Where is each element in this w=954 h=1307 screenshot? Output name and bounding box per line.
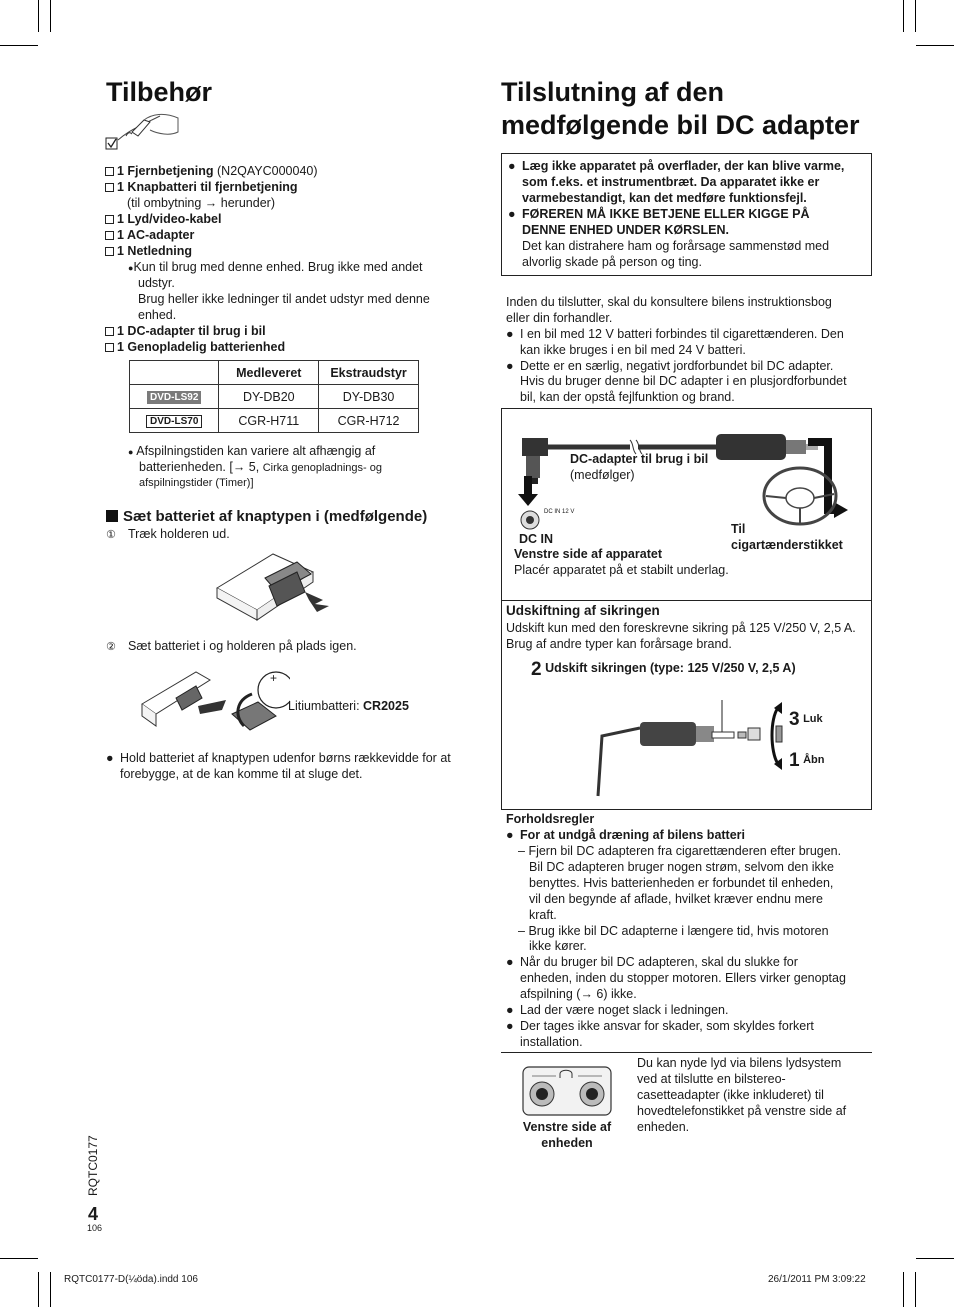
dc-adapter-connection-illustration [510, 420, 860, 540]
checkbox-icon [105, 327, 114, 336]
play-time-note: ● Afspilningstiden kan variere alt afhængig af [128, 444, 376, 458]
precaution-line: ● Lad der være noget slack i ledningen. [506, 1003, 729, 1017]
list-item-ac-adapter: 1 AC-adapter [105, 227, 194, 243]
caution-line: DENNE ENHED UNDER KØRSLEN. [522, 223, 729, 237]
audio-text: hovedtelefonstikket på venstre side af [637, 1104, 847, 1118]
intro-text: Hvis du bruger denne bil DC adapter i en plusjordforbundet [520, 374, 847, 388]
dc-in-label: DC IN [519, 532, 554, 546]
fuse-step-2: 2 Udskift sikringen (type: 125 V/250 V, 2,5 A) [531, 659, 796, 680]
crop-mark [38, 1272, 39, 1307]
precaution-line: – Brug ikke bil DC adapterne i længere tid, hvis motoren [518, 924, 829, 938]
dc-adapter-sublabel: (medfølger) [570, 468, 635, 482]
checklist-pen-icon [104, 110, 182, 152]
checkbox-icon [105, 343, 114, 352]
precaution-line: vil den begynde af aflade, hvilket kræver endnu mere [529, 892, 823, 906]
intro-text: ● Dette er en særlig, negativt jordforbundet bil DC adapter. [506, 359, 834, 373]
square-bullet-icon [106, 510, 118, 522]
intro-text: Inden du tilslutter, skal du konsultere bilens instruktionsbog [506, 295, 832, 309]
power-cord-note: udstyr. [138, 276, 175, 290]
precaution-line: ● Når du bruger bil DC adapteren, skal du slukke for [506, 955, 798, 969]
dc-adapter-label: DC-adapter til brug i bil [570, 452, 709, 466]
table-cell [130, 385, 219, 409]
cigar-lighter-label: Til [731, 522, 746, 536]
crop-mark [903, 1272, 904, 1307]
precaution-line: – Fjern bil DC adapteren fra cigarettænderen efter brugen. [518, 844, 842, 858]
crop-mark [915, 1272, 916, 1307]
audio-text: enheden. [637, 1120, 690, 1134]
fuse-step-3: 3 Luk [789, 709, 823, 730]
intro-text: bil, kan der opstå fejlfunktion og brand. [520, 390, 735, 404]
list-item-car-dc-adapter: 1 DC-adapter til brug i bil [105, 323, 266, 339]
model-badge: DVD-LS70 [146, 415, 202, 428]
crop-mark [916, 45, 954, 46]
precaution-line: installation. [520, 1035, 583, 1049]
crop-mark [0, 45, 38, 46]
remote-holder-out-illustration [213, 548, 331, 622]
left-side-label: Venstre side af apparatet [514, 547, 662, 561]
crop-mark [903, 0, 904, 32]
section-heading-coin-battery: Sæt batteriet af knaptypen i (medfølgende) [106, 508, 427, 526]
precaution-line: ● For at undgå dræning af bilens batteri [506, 828, 746, 842]
doc-code-vertical: RQTC0177 [86, 1135, 100, 1196]
caution-line: varmebestandigt, kan det medføre funktionsfejl. [522, 191, 807, 205]
power-cord-note: Brug heller ikke ledninger til andet udstyr med denne [138, 292, 430, 306]
caution-line: Det kan distrahere ham og forårsage sammenstød med [522, 239, 830, 253]
table-row [130, 409, 419, 433]
precautions-title: Forholdsregler [506, 812, 595, 826]
audio-text: casetteadapter (ikke inkluderet) til [637, 1088, 824, 1102]
svg-text:+: + [270, 671, 278, 685]
precaution-line: ● Der tages ikke ansvar for skader, som skyldes forkert [506, 1019, 814, 1033]
list-item-battery-pack: 1 Genopladelig batterienhed [105, 339, 285, 355]
caution-line: ● Læg ikke apparatet på overflader, der kan blive varme, [508, 159, 845, 173]
page-title-accessories: Tilbehør [106, 77, 213, 107]
list-item-power-cord: 1 Netledning [105, 243, 192, 259]
crop-mark [916, 1258, 954, 1259]
checkbox-icon [105, 183, 114, 192]
play-time-note: batterienheden. [→ 5, Cirka genopladnings- og [139, 460, 382, 474]
cigar-lighter-label: cigartænderstikket [731, 538, 843, 552]
page-number: 4 [88, 1204, 99, 1224]
dc-in-small-label: DC IN 12 V [544, 509, 575, 515]
table-header: Medleveret [219, 361, 319, 385]
play-time-note: afspilningstider (Timer)] [139, 477, 254, 489]
headphone-jack-label: Venstre side af enheden [522, 1120, 612, 1150]
table-header: Ekstraudstyr [319, 361, 419, 385]
fuse-text: Udskift kun med den foreskrevne sikring på 125 V/250 V, 2,5 A. [506, 621, 856, 635]
battery-table [129, 360, 419, 433]
crop-mark [50, 1272, 51, 1307]
intro-text: ● I en bil med 12 V batteri forbindes til cigarettænderen. Den [506, 327, 844, 341]
precaution-line: afspilning (→ 6) ikke. [520, 987, 637, 1001]
divider [501, 600, 872, 601]
fuse-section-title: Udskiftning af sikringen [506, 603, 660, 618]
model-badge: DVD-LS92 [147, 391, 201, 404]
headphone-jack-illustration [522, 1066, 612, 1116]
precaution-line: Bil DC adapteren bruger nogen strøm, selvom den ikke [529, 860, 835, 874]
precaution-line: kraft. [529, 908, 557, 922]
page-title-dc-adapter: Tilslutning af den medfølgende bil DC adapter [501, 77, 860, 140]
crop-mark [50, 0, 51, 32]
table-header [130, 361, 219, 385]
checkbox-icon [105, 247, 114, 256]
caution-line: som f.eks. et instrumentbræt. Da apparatet ikke er [522, 175, 820, 189]
fuse-replacement-illustration [596, 684, 808, 802]
precaution-line: benyttes. Hvis batterienheden er forbundet til enheden, [529, 876, 834, 890]
table-cell: CGR-H711 [219, 409, 319, 433]
table-cell: DY-DB20 [219, 385, 319, 409]
table-cell [130, 409, 219, 433]
table-cell: CGR-H712 [319, 409, 419, 433]
fuse-text: Brug af andre typer kan forårsage brand. [506, 637, 732, 651]
file-info: RQTC0177-D(¼öda).indd 106 [64, 1274, 198, 1285]
placement-note: Placér apparatet på et stabilt underlag. [514, 563, 729, 577]
step-2: ② Sæt batteriet i og holderen på plads igen. [106, 639, 357, 653]
intro-text: eller din forhandler. [506, 311, 613, 325]
coin-battery-note: (til ombytning → herunder) [127, 196, 275, 210]
power-cord-note: enhed. [138, 308, 177, 322]
checkbox-icon [105, 167, 114, 176]
intro-text: kan ikke bruges i en bil med 24 V batteri. [520, 343, 746, 357]
crop-mark [38, 0, 39, 32]
table-header-row [130, 361, 419, 385]
precaution-line: enheden, inden du stopper motoren. Ellers virker genoptag [520, 971, 846, 985]
child-safety-warning: ● Hold batteriet af knaptypen udenfor børns rækkevidde for at [106, 751, 451, 765]
fuse-step-1: 1 Åbn [789, 750, 825, 771]
caution-line: ● FØREREN MÅ IKKE BETJENE ELLER KIGGE PÅ [508, 207, 810, 221]
power-cord-note: ●Kun til brug med denne enhed. Brug ikke med andet [128, 260, 423, 274]
checkbox-icon [105, 215, 114, 224]
divider [501, 1052, 872, 1053]
list-item-remote: 1 Fjernbetjening (N2QAYC000040) [105, 163, 318, 179]
battery-type-label: Litiumbatteri: CR2025 [288, 699, 409, 713]
table-cell: DY-DB30 [319, 385, 419, 409]
checkbox-icon [105, 231, 114, 240]
precaution-line: ikke kører. [529, 939, 587, 953]
child-safety-warning: forebygge, at de kan komme til at sluge det. [120, 767, 363, 781]
crop-mark [915, 0, 916, 32]
audio-text: Du kan nyde lyd via bilens lydsystem [637, 1056, 842, 1070]
step-1: ① Træk holderen ud. [106, 527, 230, 541]
print-timestamp: 26/1/2011 PM 3:09:22 [768, 1274, 866, 1285]
remote-battery-insert-illustration [140, 660, 290, 742]
table-row [130, 385, 419, 409]
list-item-coin-battery: 1 Knapbatteri til fjernbetjening [105, 179, 298, 195]
page-number-small: 106 [87, 1223, 103, 1233]
crop-mark [0, 1258, 38, 1259]
audio-text: ved at tilslutte en bilstereo- [637, 1072, 786, 1086]
caution-line: alvorlig skade på person og ting. [522, 255, 702, 269]
list-item-av-cable: 1 Lyd/video-kabel [105, 211, 221, 227]
